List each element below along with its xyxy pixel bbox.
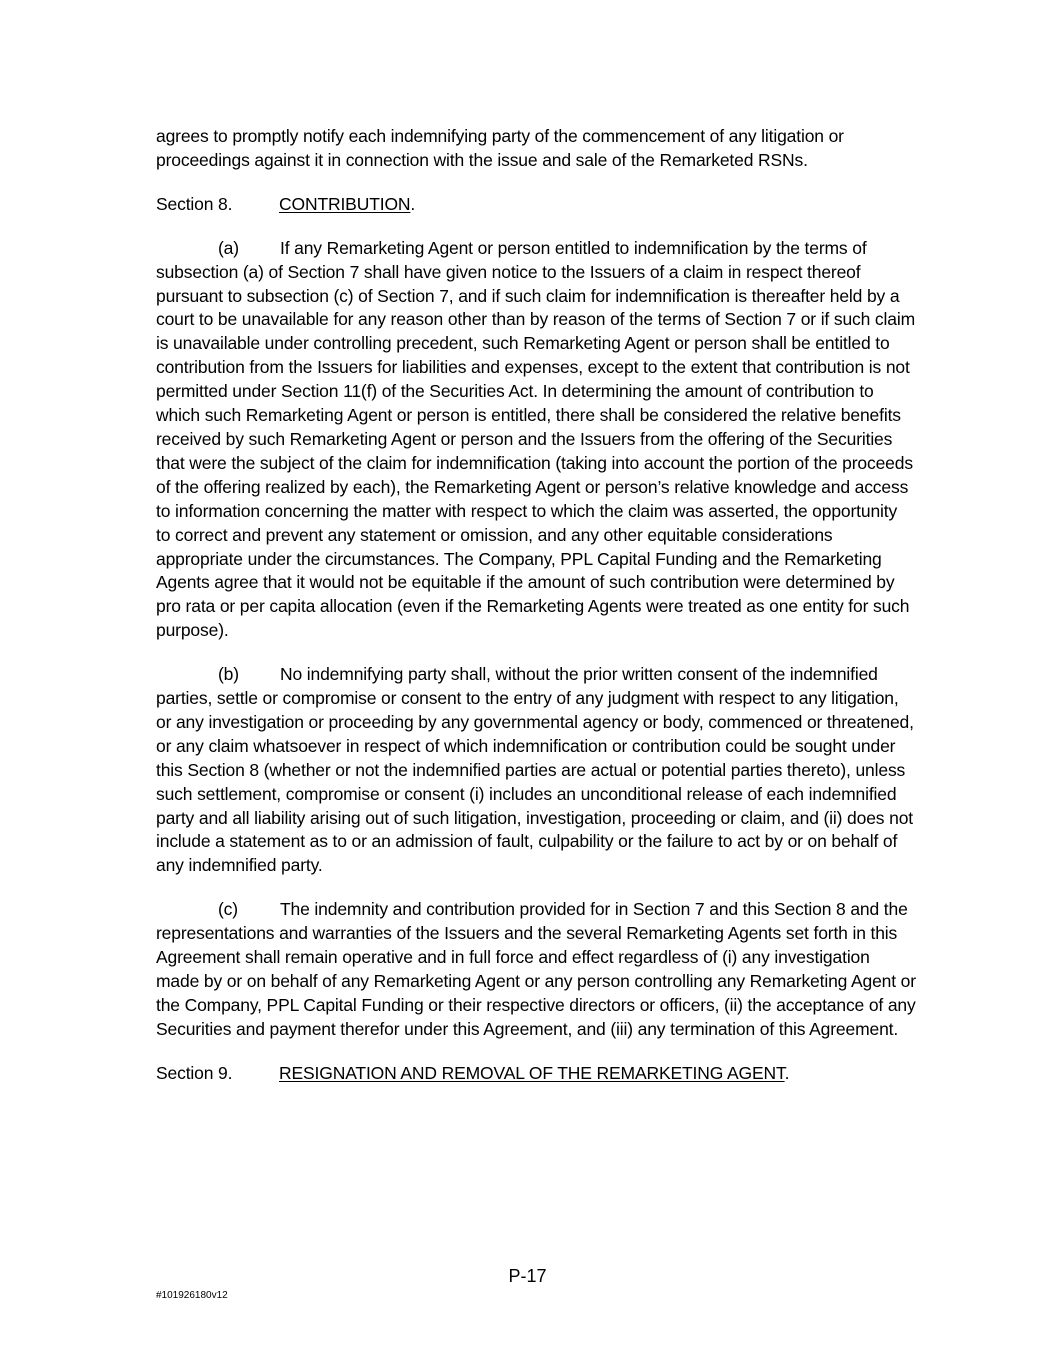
paragraph-c-text: The indemnity and contribution provided for in Section 7 and this Section 8 and the representations and warranties of the Issuers and the several Remarketing Agents set forth in this Agreement shall remain operative and in full force and effect regardless of (i) any investigation made by or on behalf of any Remarketing Agent or any person controlling any Remarketing Agent or the Company, PPL Capital Funding or their respective directors or officers, (ii) the acceptance of any Securities and payment therefor under this Agreement, and (iii) any termination of this Agreement. bbox=[156, 899, 916, 1039]
paragraph-c-label: (c) bbox=[218, 899, 238, 920]
paragraph-b-text: No indemnifying party shall, without the prior written consent of the indemnified parties, settle or compromise or consent to the entry of any judgment with respect to any litigation, or any investigation or proceeding by any governmental agency or body, commenced or threatened, or any claim whatsoever in respect of which indemnification or contribution could be sought under this Section 8 (whether or not the indemnified parties are actual or potential parties thereto), unless such settlement, compromise or consent (i) includes an unconditional release of each indemnified party and all liability arising out of such litigation, investigation, proceeding or claim, and (ii) does not include a statement as to or an admission of fault, culpability or the failure to act by or on behalf of any indemnified party. bbox=[156, 664, 914, 876]
section-8-heading bbox=[156, 193, 916, 217]
section-8-title: CONTRIBUTION bbox=[279, 193, 411, 214]
paragraph-a-label: (a) bbox=[218, 237, 239, 258]
section-9-heading bbox=[156, 1062, 916, 1086]
section-8-title-suffix: . bbox=[410, 193, 416, 214]
section-9-title: RESIGNATION AND REMOVAL OF THE REMARKETING AGENT bbox=[279, 1062, 785, 1083]
section-8-title-wrap bbox=[279, 193, 415, 217]
section-9-number: Section 9. bbox=[156, 1062, 233, 1083]
section-8-number: Section 8. bbox=[156, 193, 233, 214]
document-body bbox=[156, 125, 916, 1106]
section-8-paragraph-a bbox=[156, 237, 916, 643]
section-9-title-suffix: . bbox=[784, 1062, 790, 1083]
section-9-title-wrap bbox=[279, 1062, 789, 1086]
section-8-paragraph-b bbox=[156, 663, 916, 878]
paragraph-a-text: If any Remarketing Agent or person entitled to indemnification by the terms of subsection (a) of Section 7 shall have given notice to the Issuers of a claim in respect thereof pursuant to subsection (c) of Section 7, and if such claim for indemnification is thereafter held by a court to be unavailable for any reason other than by reason of the terms of Section 7 or if such claim is unavailable under controlling precedent, such Remarketing Agent or person shall be entitled to contribution from the Issuers for liabilities and expenses, except to the extent that contribution is not permitted under Section 11(f) of the Securities Act. In determining the amount of contribution to which such Remarketing Agent or person is entitled, there shall be considered the relative benefits received by such Remarketing Agent or person and the Issuers from the offering of the Securities that were the subject of the claim for indemnification (taking into account the portion of the proceeds of the offering realized by each), the Remarketing Agent or person’s relative knowledge and access to information concerning the matter with respect to which the claim was asserted, the opportunity to correct and prevent any statement or omission, and any other equitable considerations appropriate under the circumstances. The Company, PPL Capital Funding and the Remarketing Agents agree that it would not be equitable if the amount of such contribution were determined by pro rata or per capita allocation (even if the Remarketing Agents were treated as one entity for such purpose). bbox=[156, 237, 916, 641]
document-id: #101926180v12 bbox=[156, 1290, 228, 1301]
paragraph-b-label: (b) bbox=[218, 664, 239, 685]
page-number: P-17 bbox=[508, 1266, 547, 1286]
intro-paragraph: agrees to promptly notify each indemnifying party of the commencement of any litigation or proceedings against it in connection with the issue and sale of the Remarketed RSNs. bbox=[156, 126, 844, 170]
section-8-paragraph-c bbox=[156, 898, 916, 1041]
